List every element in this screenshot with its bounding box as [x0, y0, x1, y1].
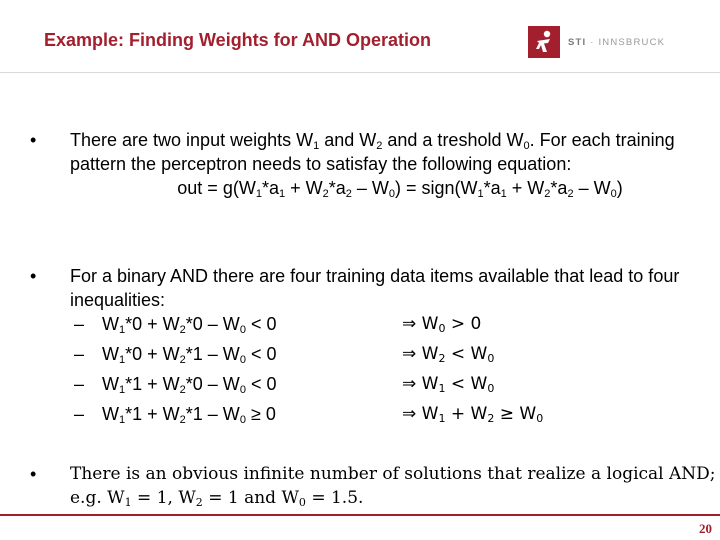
inequality-rhs: ⇒ $W_1 + W_2 \ge W_0$ — [402, 404, 544, 425]
inequality-lhs: $W_1*0 + W_2*1 - W_0 < 0$ — [102, 344, 277, 366]
inequality-rhs: ⇒ $W_0 > 0$ — [402, 314, 482, 335]
bullet-solutions-text: There is an obvious infinite number of solutions that realize a logical AND; e.g. $W_1 = 1$, $W_2 = 1$ and $W_0 = 1.5$. — [70, 464, 716, 509]
bullet-and-inequalities — [30, 264, 720, 312]
bullet-dot: • — [30, 464, 37, 484]
perceptron-equation: out = $g(W_1*a_1 + W_2*a_2 - W_0)$ = $sign(W_1*a_1 + W_2*a_2 - W_0)$ — [177, 178, 623, 200]
bullet-and-text: For a binary AND there are four training data items available that lead to four inequalities: — [70, 266, 680, 310]
inequality-row — [70, 312, 690, 340]
bullet-weights — [30, 128, 720, 200]
page-number: 20 — [699, 521, 712, 536]
bullet-weights-text: There are two input weights $W_1$ and $W_2$ and a treshold $W_0$. For each training pattern the perceptron needs to satisfay the following equation: — [70, 130, 675, 174]
slide-title: Example: Finding Weights for AND Operation — [44, 30, 432, 50]
inequality-row — [70, 372, 690, 400]
sub-bullet-dash: – — [74, 314, 85, 334]
sti-figure-icon — [528, 26, 560, 58]
inequality-row — [70, 342, 690, 370]
logo-brand: STI — [568, 36, 587, 48]
sub-bullet-dash: – — [74, 344, 85, 364]
footer-divider — [0, 514, 720, 516]
inequality-rhs: ⇒ $W_2 < W_0$ — [402, 344, 495, 365]
sub-bullet-dash: – — [74, 374, 85, 394]
bullet-dot: • — [30, 130, 37, 150]
sub-bullet-dash: – — [74, 404, 85, 424]
logo-text — [568, 37, 665, 48]
inequality-lhs: $W_1*1 + W_2*1 - W_0 \ge 0$ — [102, 404, 276, 426]
logo-location: INNSBRUCK — [598, 36, 666, 48]
inequality-row — [70, 402, 690, 430]
header-divider — [0, 72, 720, 73]
logo-separator: · — [586, 36, 599, 48]
inequality-lhs: $W_1*0 + W_2*0 - W_0 < 0$ — [102, 314, 277, 336]
sti-innsbruck-logo — [528, 26, 665, 58]
bullet-dot: • — [30, 266, 37, 286]
bullet-solutions — [30, 462, 720, 510]
inequality-lhs: $W_1*1 + W_2*0 - W_0 < 0$ — [102, 374, 277, 396]
inequality-rhs: ⇒ $W_1 < W_0$ — [402, 374, 495, 395]
